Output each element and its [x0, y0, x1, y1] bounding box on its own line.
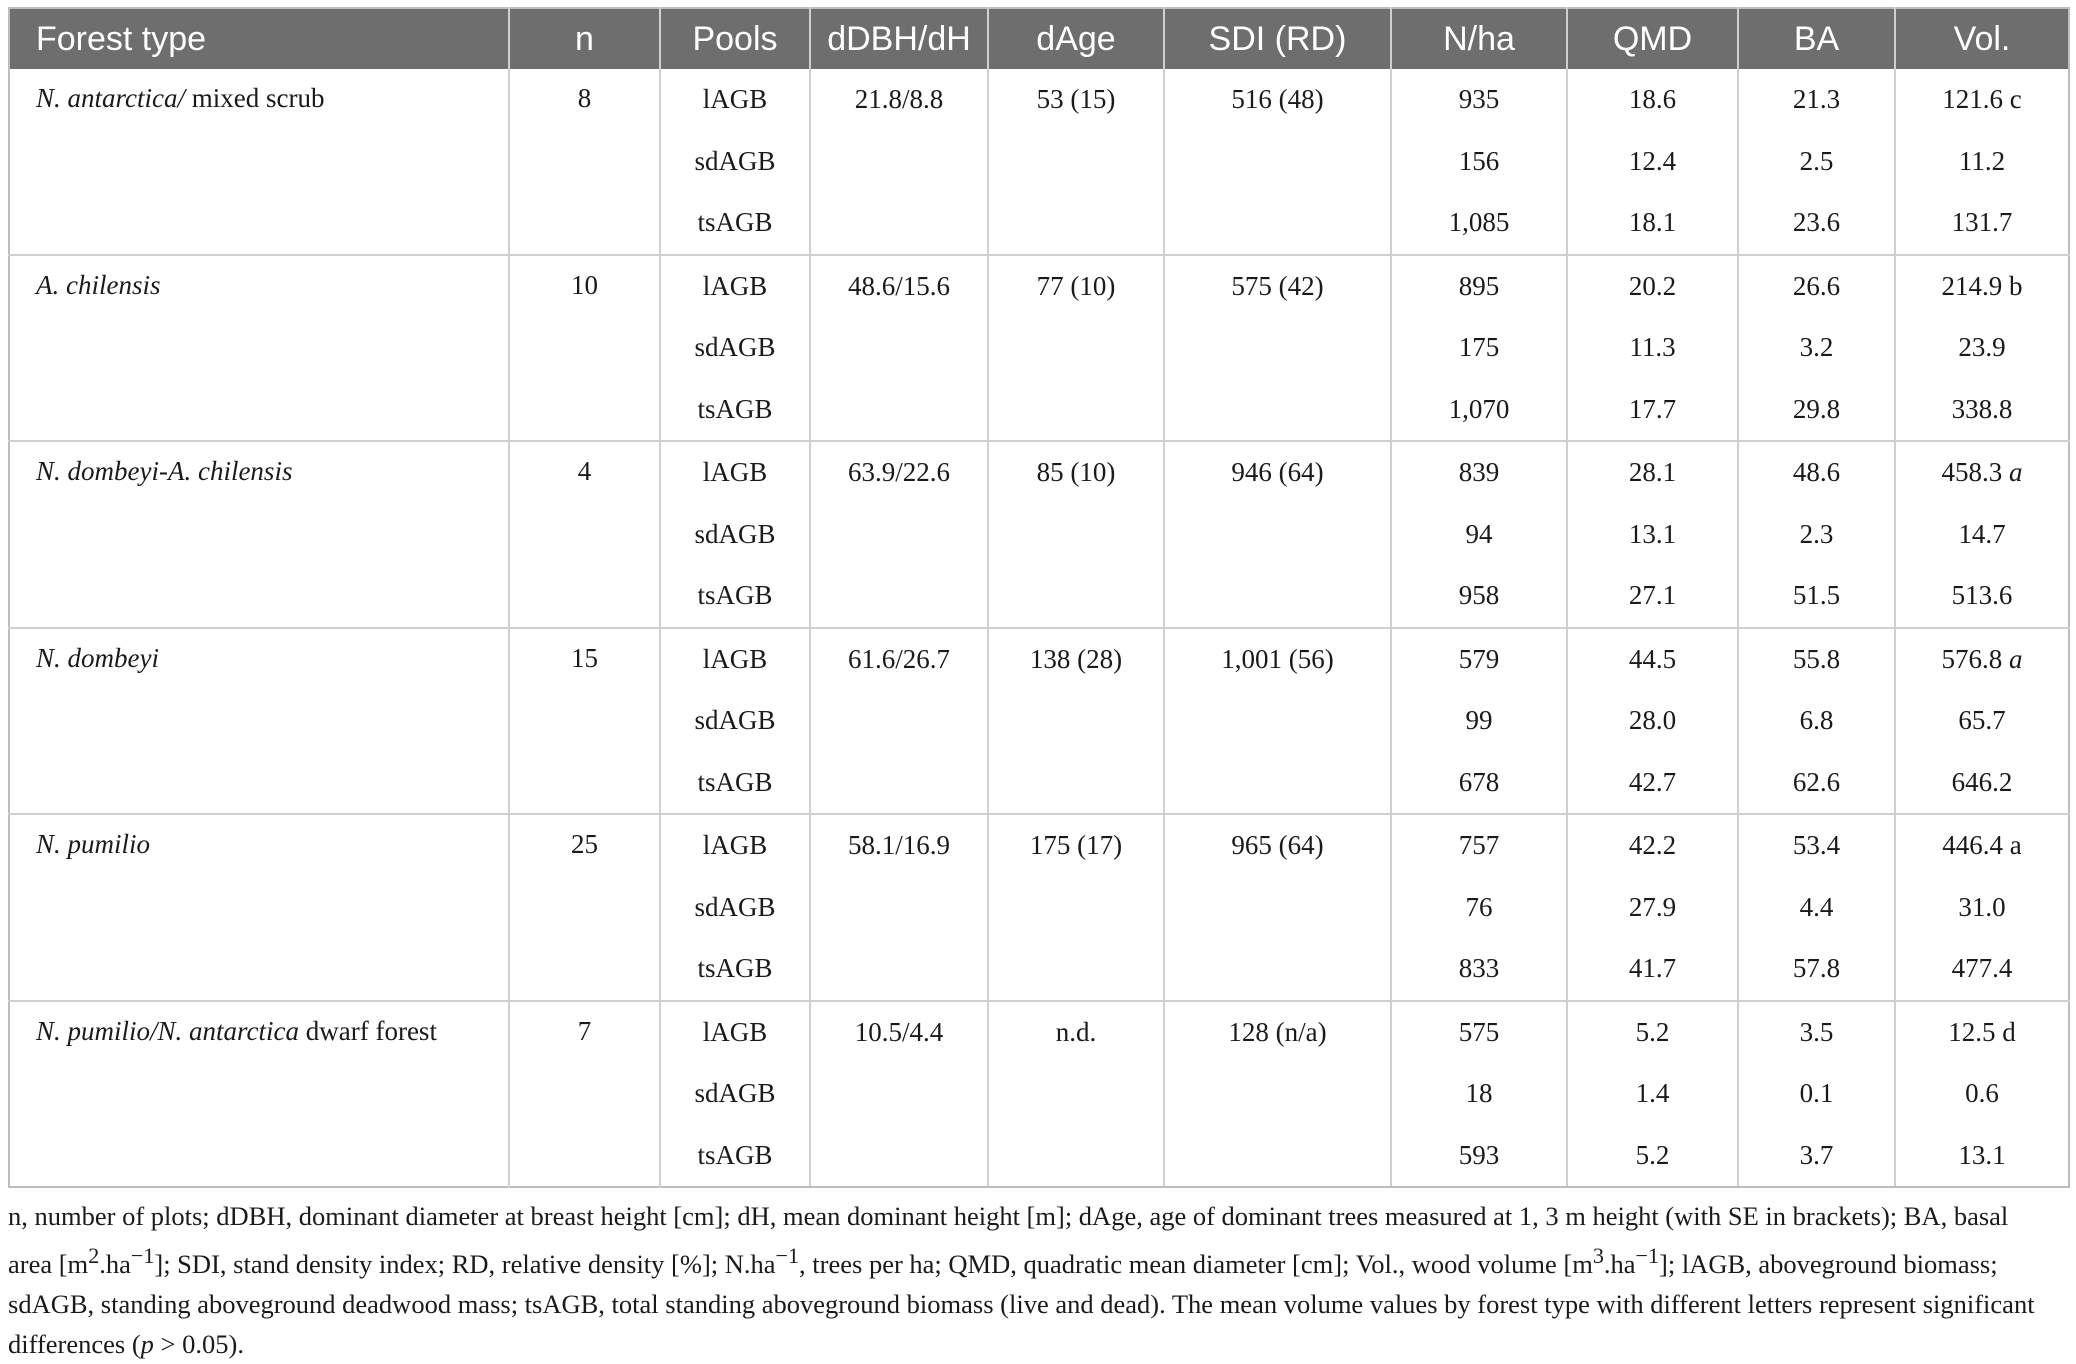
vol-cell: 477.4	[1951, 953, 2013, 984]
ba-cell: 26.6	[1738, 255, 1895, 318]
qmd-cell: 27.9	[1567, 877, 1738, 939]
forest-biomass-table	[8, 7, 2070, 1188]
forest-type-cell: N. pumilio	[9, 814, 509, 1001]
n-ha-cell: 757	[1391, 814, 1567, 877]
vol-cell: 646.2	[1951, 766, 2013, 797]
ddbh-dh-cell	[810, 504, 988, 566]
pool-cell: sdAGB	[660, 877, 810, 939]
vol-cell: 14.7	[1958, 518, 2006, 549]
vol-cell: 11.2	[1958, 145, 2006, 176]
header-sdi-rd: SDI (RD)	[1164, 8, 1391, 69]
dage-cell: n.d.	[988, 1001, 1164, 1064]
ba-cell: 48.6	[1738, 441, 1895, 504]
ba-cell: 2.5	[1738, 131, 1895, 193]
ddbh-dh-cell: 21.8/8.8	[810, 69, 988, 131]
ddbh-dh-cell	[810, 131, 988, 193]
pool-cell: lAGB	[660, 69, 810, 131]
n-ha-cell: 575	[1391, 1001, 1567, 1064]
dage-cell	[988, 1063, 1164, 1125]
table-row	[9, 69, 2069, 131]
n-ha-cell: 99	[1391, 690, 1567, 752]
ddbh-dh-cell	[810, 192, 988, 255]
n-ha-cell: 156	[1391, 131, 1567, 193]
pool-cell: lAGB	[660, 1001, 810, 1064]
ba-cell: 55.8	[1738, 628, 1895, 691]
dage-cell	[988, 131, 1164, 193]
n-ha-cell: 833	[1391, 938, 1567, 1001]
qmd-cell: 5.2	[1567, 1001, 1738, 1064]
pool-cell: lAGB	[660, 255, 810, 318]
n-ha-cell: 958	[1391, 565, 1567, 628]
forest-type-cell: N. dombeyi	[9, 628, 509, 815]
ddbh-dh-cell	[810, 938, 988, 1001]
n-cell: 25	[509, 814, 660, 1001]
n-ha-cell: 175	[1391, 317, 1567, 379]
header-forest-type: Forest type	[9, 8, 509, 69]
pool-cell: sdAGB	[660, 131, 810, 193]
dage-cell	[988, 1125, 1164, 1188]
sdi-rd-cell	[1164, 877, 1391, 939]
sdi-rd-cell: 1,001 (56)	[1164, 628, 1391, 691]
vol-cell: 338.8	[1951, 393, 2013, 424]
ddbh-dh-cell	[810, 1063, 988, 1125]
n-ha-cell: 935	[1391, 69, 1567, 131]
forest-type-cell: N. dombeyi-A. chilensis	[9, 441, 509, 628]
qmd-cell: 11.3	[1567, 317, 1738, 379]
ba-cell: 53.4	[1738, 814, 1895, 877]
pool-cell: tsAGB	[660, 565, 810, 628]
ddbh-dh-cell	[810, 877, 988, 939]
sdi-rd-cell	[1164, 690, 1391, 752]
ba-cell: 62.6	[1738, 752, 1895, 815]
vol-cell: 121.6 c	[1942, 84, 2022, 115]
ba-cell: 3.2	[1738, 317, 1895, 379]
ddbh-dh-cell	[810, 565, 988, 628]
forest-type-cell: N. antarctica/ mixed scrub	[9, 69, 509, 255]
pool-cell: lAGB	[660, 814, 810, 877]
sdi-rd-cell: 946 (64)	[1164, 441, 1391, 504]
header-ba: BA	[1738, 8, 1895, 69]
pool-cell: tsAGB	[660, 938, 810, 1001]
header-pools: Pools	[660, 8, 810, 69]
sdi-rd-cell	[1164, 938, 1391, 1001]
qmd-cell: 1.4	[1567, 1063, 1738, 1125]
n-cell: 8	[509, 69, 660, 255]
pool-cell: tsAGB	[660, 192, 810, 255]
qmd-cell: 42.7	[1567, 752, 1738, 815]
pool-cell: tsAGB	[660, 379, 810, 442]
ddbh-dh-cell: 10.5/4.4	[810, 1001, 988, 1064]
vol-cell: 576.8 a	[1895, 628, 2069, 691]
dage-cell	[988, 192, 1164, 255]
ba-cell: 0.1	[1738, 1063, 1895, 1125]
ddbh-dh-cell: 48.6/15.6	[810, 255, 988, 318]
dage-cell: 85 (10)	[988, 441, 1164, 504]
qmd-cell: 5.2	[1567, 1125, 1738, 1188]
n-cell: 15	[509, 628, 660, 815]
qmd-cell: 27.1	[1567, 565, 1738, 628]
vol-cell: 0.6	[1965, 1078, 1999, 1109]
ddbh-dh-cell	[810, 1125, 988, 1188]
header-qmd: QMD	[1567, 8, 1738, 69]
n-ha-cell: 839	[1391, 441, 1567, 504]
n-ha-cell: 593	[1391, 1125, 1567, 1188]
n-ha-cell: 678	[1391, 752, 1567, 815]
qmd-cell: 20.2	[1567, 255, 1738, 318]
table-row	[9, 441, 2069, 504]
table-footnote: n, number of plots; dDBH, dominant diameter at breast height [cm]; dH, mean dominant height [m]; dAge, age of dominant trees measured at 1, 3 m height (with SE in brackets); BA, basal area $[m^2.ha^{-1}]$; SDI, stand density index; RD, relative density [%]; $N.ha^{-1}$, trees per ha; QMD, quadratic mean diameter [cm]; Vol., wood volume $[m^3.ha^{-1}]$; lAGB, aboveground biomass; sdAGB, standing aboveground deadwood mass; tsAGB, total standing aboveground biomass (live and dead). The mean volume values by forest type with different letters represent significant differences (p > 0.05).	[8, 1201, 2035, 1359]
ddbh-dh-cell	[810, 317, 988, 379]
vol-cell: 23.9	[1958, 332, 2006, 363]
dage-cell: 53 (15)	[988, 69, 1164, 131]
ddbh-dh-cell: 63.9/22.6	[810, 441, 988, 504]
ba-cell: 57.8	[1738, 938, 1895, 1001]
header-ddbh-dh: dDBH/dH	[810, 8, 988, 69]
vol-cell: 214.9 b	[1895, 255, 2069, 318]
n-cell: 4	[509, 441, 660, 628]
pool-cell: lAGB	[660, 628, 810, 691]
dage-cell	[988, 690, 1164, 752]
sdi-rd-cell: 965 (64)	[1164, 814, 1391, 877]
header-dage: dAge	[988, 8, 1164, 69]
ba-cell: 6.8	[1738, 690, 1895, 752]
header-n: n	[509, 8, 660, 69]
vol-cell: 446.4 a	[1895, 814, 2069, 877]
n-ha-cell: 18	[1391, 1063, 1567, 1125]
qmd-cell: 18.6	[1567, 69, 1738, 131]
sdi-rd-cell	[1164, 379, 1391, 442]
sdi-rd-cell	[1164, 131, 1391, 193]
vol-cell: 513.6	[1951, 580, 2013, 611]
ba-cell: 2.3	[1738, 504, 1895, 566]
forest-type-cell: A. chilensis	[9, 255, 509, 442]
dage-cell	[988, 379, 1164, 442]
qmd-cell: 17.7	[1567, 379, 1738, 442]
forest-type-cell: N. pumilio/N. antarctica dwarf forest	[9, 1001, 509, 1188]
dage-cell	[988, 565, 1164, 628]
sdi-rd-cell	[1164, 752, 1391, 815]
n-ha-cell: 895	[1391, 255, 1567, 318]
qmd-cell: 42.2	[1567, 814, 1738, 877]
n-cell: 7	[509, 1001, 660, 1188]
pool-cell: tsAGB	[660, 752, 810, 815]
sdi-rd-cell	[1164, 565, 1391, 628]
ba-cell: 21.3	[1738, 69, 1895, 131]
ddbh-dh-cell: 58.1/16.9	[810, 814, 988, 877]
dage-cell: 175 (17)	[988, 814, 1164, 877]
sdi-rd-cell	[1164, 317, 1391, 379]
dage-cell	[988, 752, 1164, 815]
sdi-rd-cell: 575 (42)	[1164, 255, 1391, 318]
dage-cell: 77 (10)	[988, 255, 1164, 318]
pool-cell: sdAGB	[660, 690, 810, 752]
sdi-rd-cell	[1164, 1063, 1391, 1125]
dage-cell	[988, 877, 1164, 939]
vol-cell: 31.0	[1958, 891, 2006, 922]
ba-cell: 23.6	[1738, 192, 1895, 255]
vol-cell: 65.7	[1958, 705, 2006, 736]
sdi-rd-cell	[1164, 1125, 1391, 1188]
vol-cell: 13.1	[1895, 1125, 2069, 1188]
ddbh-dh-cell	[810, 379, 988, 442]
qmd-cell: 12.4	[1567, 131, 1738, 193]
n-ha-cell: 94	[1391, 504, 1567, 566]
ba-cell: 29.8	[1738, 379, 1895, 442]
ddbh-dh-cell	[810, 690, 988, 752]
table-container	[8, 7, 2068, 1188]
qmd-cell: 18.1	[1567, 192, 1738, 255]
vol-cell: 131.7	[1951, 207, 2013, 238]
pool-cell: sdAGB	[660, 504, 810, 566]
ba-cell: 51.5	[1738, 565, 1895, 628]
n-ha-cell: 1,070	[1391, 379, 1567, 442]
qmd-cell: 44.5	[1567, 628, 1738, 691]
vol-cell: 458.3 a	[1895, 441, 2069, 504]
ba-cell: 3.7	[1738, 1125, 1895, 1188]
table-row	[9, 1001, 2069, 1064]
ba-cell: 3.5	[1738, 1001, 1895, 1064]
n-ha-cell: 579	[1391, 628, 1567, 691]
table-row	[9, 255, 2069, 318]
table-row	[9, 814, 2069, 877]
dage-cell	[988, 938, 1164, 1001]
dage-cell: 138 (28)	[988, 628, 1164, 691]
dage-cell	[988, 317, 1164, 379]
dage-cell	[988, 504, 1164, 566]
qmd-cell: 28.0	[1567, 690, 1738, 752]
ba-cell: 4.4	[1738, 877, 1895, 939]
ddbh-dh-cell: 61.6/26.7	[810, 628, 988, 691]
pool-cell: sdAGB	[660, 317, 810, 379]
header-n-ha: N/ha	[1391, 8, 1567, 69]
vol-cell: 12.5 d	[1895, 1001, 2069, 1064]
sdi-rd-cell: 128 (n/a)	[1164, 1001, 1391, 1064]
ddbh-dh-cell	[810, 752, 988, 815]
pool-cell: tsAGB	[660, 1125, 810, 1188]
qmd-cell: 41.7	[1567, 938, 1738, 1001]
header-vol: Vol.	[1895, 8, 2069, 69]
header-row	[9, 8, 2069, 69]
table-row	[9, 628, 2069, 691]
pool-cell: lAGB	[660, 441, 810, 504]
sdi-rd-cell: 516 (48)	[1164, 69, 1391, 131]
qmd-cell: 28.1	[1567, 441, 1738, 504]
n-ha-cell: 1,085	[1391, 192, 1567, 255]
n-ha-cell: 76	[1391, 877, 1567, 939]
pool-cell: sdAGB	[660, 1063, 810, 1125]
qmd-cell: 13.1	[1567, 504, 1738, 566]
n-cell: 10	[509, 255, 660, 442]
sdi-rd-cell	[1164, 192, 1391, 255]
sdi-rd-cell	[1164, 504, 1391, 566]
